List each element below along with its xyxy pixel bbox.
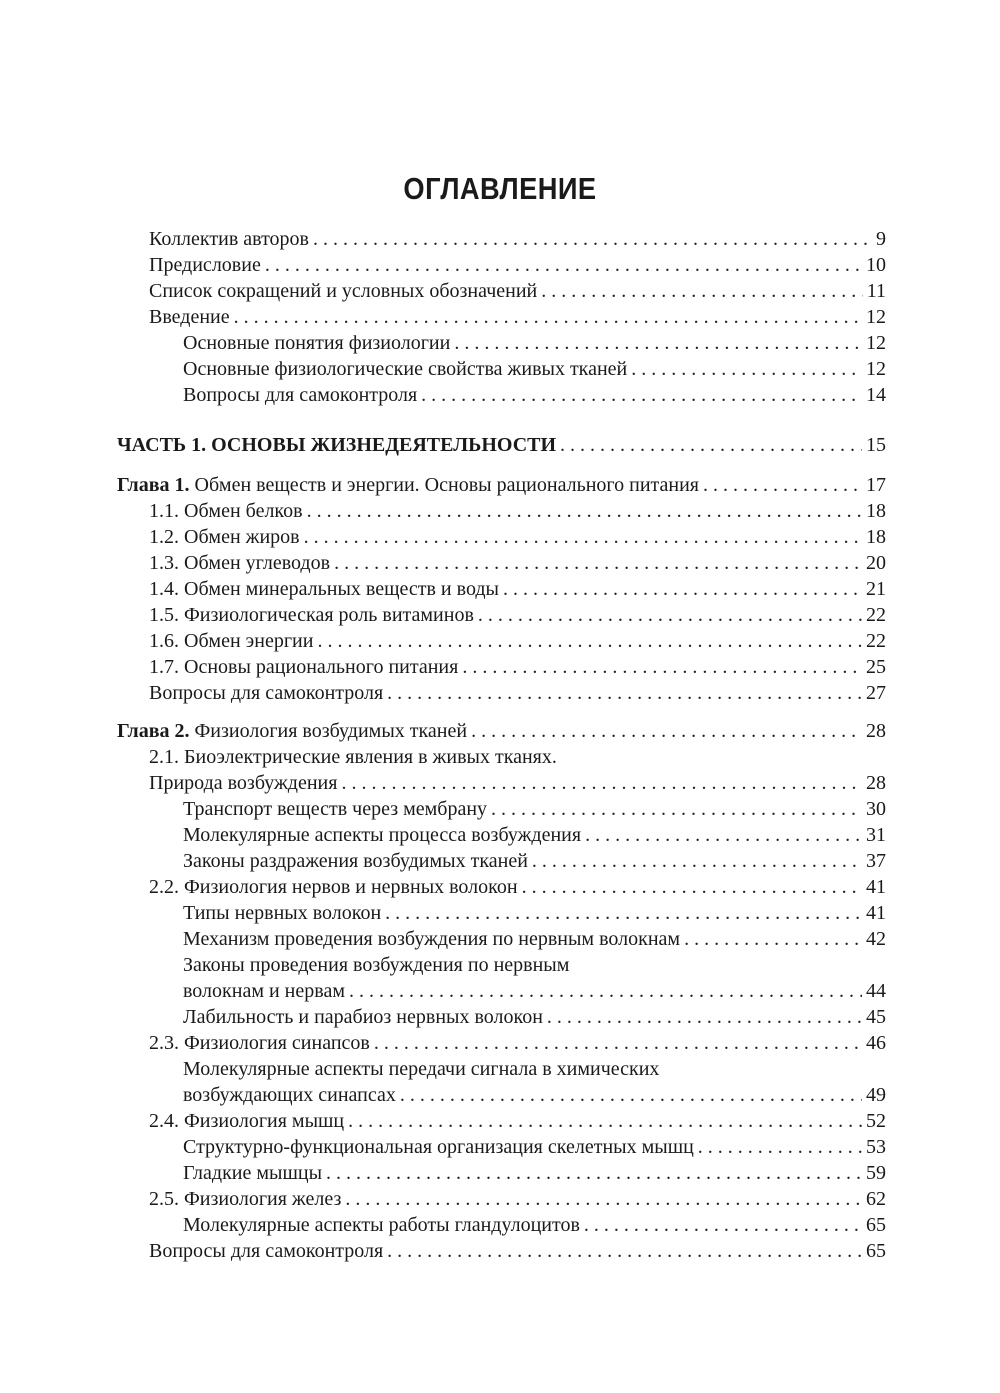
toc-entry-title: Физиология возбудимых тканей	[189, 720, 468, 742]
toc-entry-page: 14	[866, 384, 886, 406]
toc-entry	[149, 1108, 886, 1134]
toc-entry-title: 1.3. Обмен углеводов	[149, 552, 331, 574]
toc-entry-title: Вопросы для самоконтроля	[149, 682, 384, 704]
toc-entry-title: Основные понятия физиологии	[183, 332, 451, 354]
toc-entry-page: 37	[866, 850, 886, 872]
toc-entry-page: 30	[866, 798, 886, 820]
toc-entry-page: 42	[866, 928, 886, 950]
toc-entry-title: Транспорт веществ через мембрану	[183, 798, 488, 820]
toc-entry-title: возбуждающих синапсах	[183, 1084, 396, 1106]
toc-entry-page: 12	[866, 358, 886, 380]
toc-entry	[183, 926, 886, 952]
toc-entry-title: 1.7. Основы рационального питания	[149, 656, 459, 678]
toc-entry	[183, 848, 886, 874]
toc-entry-page: 49	[866, 1084, 886, 1106]
toc-entry	[183, 330, 886, 356]
toc-entry	[183, 1134, 886, 1160]
toc-entry	[149, 770, 886, 796]
toc-entry-page: 53	[866, 1136, 886, 1158]
toc-entry-title: Механизм проведения возбуждения по нервным волокнам	[183, 928, 681, 950]
toc-entry	[183, 1004, 886, 1030]
toc-entry	[183, 1212, 886, 1238]
page-title: ОГЛАВЛЕНИЕ	[403, 171, 597, 206]
toc-entry	[149, 628, 886, 654]
toc-entry-page: 65	[866, 1240, 886, 1262]
toc-entry-page: 31	[866, 824, 886, 846]
toc-entry-title: 2.1. Биоэлектрические явления в живых тканях.	[149, 746, 557, 768]
toc-entry-page: 9	[876, 228, 886, 250]
toc-entry-title: Структурно-функциональная организация скелетных мышц	[183, 1136, 694, 1158]
toc-entry-page: 22	[866, 604, 886, 626]
toc-entry-page: 41	[866, 902, 886, 924]
toc-entry-title: 1.1. Обмен белков	[149, 500, 303, 522]
toc-entry-page: 41	[866, 876, 886, 898]
toc-entry-page: 52	[866, 1110, 886, 1132]
toc-entry-page: 18	[866, 500, 886, 522]
toc-entry	[149, 550, 886, 576]
toc-entry	[149, 680, 886, 706]
toc-entry	[149, 278, 886, 304]
toc-entry-page: 25	[866, 656, 886, 678]
toc-entry-title: 1.6. Обмен энергии	[149, 630, 314, 652]
toc-entry	[183, 1160, 886, 1186]
toc-entry	[183, 1082, 886, 1108]
toc-entry	[183, 1056, 659, 1082]
toc-entry	[149, 1186, 886, 1212]
toc-entry	[149, 252, 886, 278]
toc-entry	[183, 822, 886, 848]
toc-entry-page: 10	[866, 254, 886, 276]
toc-chapter-entry	[117, 718, 886, 744]
toc-chapter-entry	[117, 472, 886, 498]
toc-entry-title: Лабильность и парабиоз нервных волокон	[183, 1006, 543, 1028]
toc-entry-page: 27	[866, 682, 886, 704]
toc-entry-title: Обмен веществ и энергии. Основы рационального питания	[189, 474, 700, 496]
toc-entry-title: Список сокращений и условных обозначений	[149, 280, 538, 302]
toc-entry	[149, 226, 886, 252]
toc-entry-title: 2.5. Физиология желез	[149, 1188, 342, 1210]
toc-entry-page: 12	[866, 306, 886, 328]
toc-entry-page: 12	[866, 332, 886, 354]
toc-entry	[183, 952, 569, 978]
toc-entry-title: 2.3. Физиология синапсов	[149, 1032, 370, 1054]
toc-entry-title: Вопросы для самоконтроля	[183, 384, 418, 406]
toc-entry-title: Вопросы для самоконтроля	[149, 1240, 384, 1262]
toc-entry-title: 1.2. Обмен жиров	[149, 526, 300, 548]
toc-entry-title: 1.4. Обмен минеральных веществ и воды	[149, 578, 499, 600]
toc-entry	[149, 1238, 886, 1264]
toc-entry	[149, 874, 886, 900]
toc-entry-page: 65	[866, 1214, 886, 1236]
toc-entry-title: Гладкие мышцы	[183, 1162, 323, 1184]
toc-entry	[149, 524, 886, 550]
toc-entry	[183, 382, 886, 408]
toc-entry-title: Природа возбуждения	[149, 772, 338, 794]
toc-entry-page: 21	[866, 578, 886, 600]
toc-entry	[149, 304, 886, 330]
toc-entry	[183, 900, 886, 926]
toc-entry	[149, 498, 886, 524]
toc-entry-page: 62	[866, 1188, 886, 1210]
toc-entry	[149, 576, 886, 602]
toc-entry-page: 17	[866, 474, 886, 496]
toc-entry-title: Молекулярные аспекты процесса возбуждения	[183, 824, 582, 846]
toc-entry	[149, 654, 886, 680]
toc-part-entry	[117, 432, 886, 458]
toc-entry-page: 11	[866, 280, 886, 302]
toc-entry	[149, 602, 886, 628]
toc-entry	[183, 356, 886, 382]
toc-entry-page: 18	[866, 526, 886, 548]
toc-entry-page: 59	[866, 1162, 886, 1184]
toc-entry	[183, 978, 886, 1004]
toc-entry-title: 2.2. Физиология нервов и нервных волокон	[149, 876, 518, 898]
toc-entry-page: 28	[866, 772, 886, 794]
toc-entry-page: 45	[866, 1006, 886, 1028]
toc-entry-page: 44	[866, 980, 886, 1002]
toc-entry-title: волокнам и нервам	[183, 980, 345, 1002]
toc-chapter-label: Глава 1.	[117, 474, 190, 496]
toc-entry-title: Коллектив авторов	[149, 228, 309, 250]
toc-chapter-label: Глава 2.	[117, 720, 190, 742]
toc-entry-title: Основные физиологические свойства живых тканей	[183, 358, 628, 380]
toc-entry	[183, 796, 886, 822]
toc-entry	[149, 1030, 886, 1056]
toc-entry-page: 46	[866, 1032, 886, 1054]
toc-entry-page: 28	[866, 720, 886, 742]
toc-entry-title: 2.4. Физиология мышц	[149, 1110, 345, 1132]
toc-entry-title: Законы проведения возбуждения по нервным	[183, 954, 570, 976]
toc-entry-title: ЧАСТЬ 1. ОСНОВЫ ЖИЗНЕДЕЯТЕЛЬНОСТИ	[117, 434, 557, 456]
toc-entry-title: Законы раздражения возбудимых тканей	[183, 850, 528, 872]
toc-entry-title: Предисловие	[149, 254, 261, 276]
toc-entry-title: Введение	[149, 306, 230, 328]
toc-entry	[149, 744, 557, 770]
toc-entry-page: 22	[866, 630, 886, 652]
toc-entry-title: Молекулярные аспекты работы гландулоцитов	[183, 1214, 580, 1236]
toc-entry-title: Молекулярные аспекты передачи сигнала в химических	[183, 1058, 660, 1080]
toc-entry-title: Типы нервных волокон	[183, 902, 382, 924]
toc-entry-page: 15	[866, 434, 886, 456]
toc-entry-title: 1.5. Физиологическая роль витаминов	[149, 604, 474, 626]
toc-entry-page: 20	[866, 552, 886, 574]
